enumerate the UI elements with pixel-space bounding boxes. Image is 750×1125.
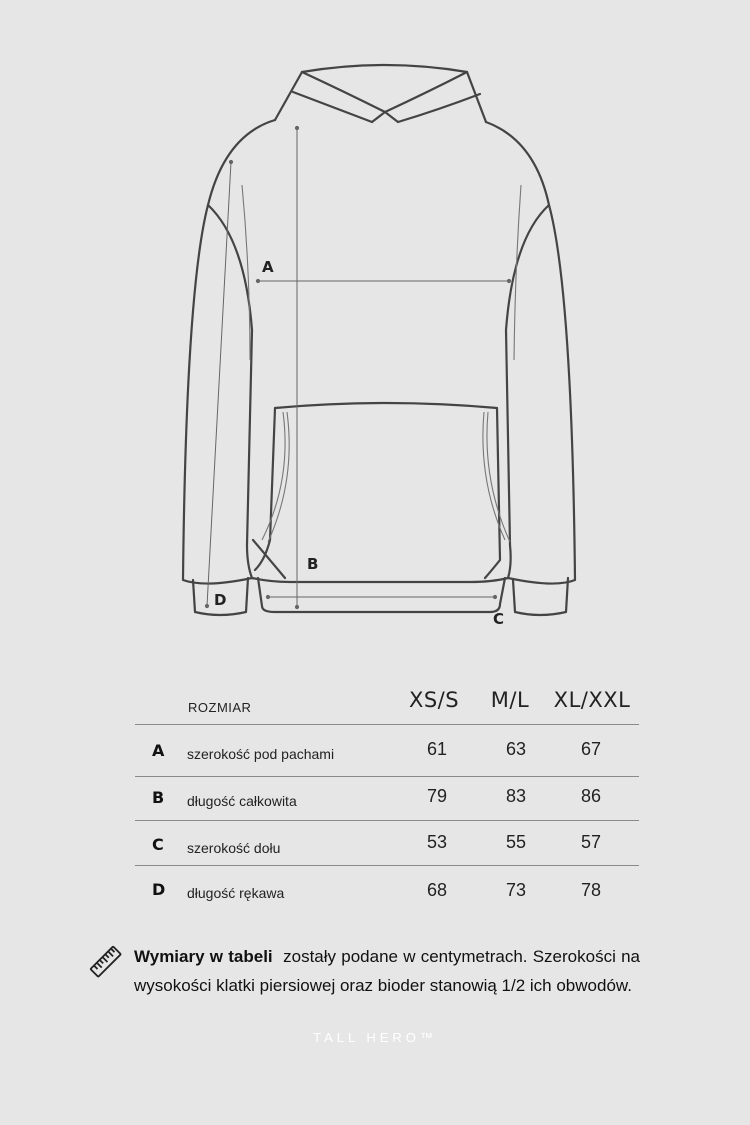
row-value: 63 xyxy=(505,739,527,759)
table-row xyxy=(135,777,639,821)
measurement-note xyxy=(134,942,640,1000)
row-value: 86 xyxy=(580,786,602,806)
row-value: 57 xyxy=(580,832,602,852)
row-value: 79 xyxy=(426,786,448,806)
row-value: 55 xyxy=(505,832,527,852)
measure-label-c: C xyxy=(493,610,505,628)
measure-label-b: B xyxy=(307,555,319,573)
row-letter: C xyxy=(152,835,164,854)
row-letter: D xyxy=(152,880,166,899)
row-value: 53 xyxy=(426,832,448,852)
row-value: 78 xyxy=(580,880,602,900)
note-bold: Wymiary w tabeli xyxy=(134,947,273,966)
brand-logo: TALL HERO™ xyxy=(313,1030,437,1045)
row-label: długość całkowita xyxy=(187,793,297,809)
table-header xyxy=(135,684,639,725)
size-xs-s: XS/S xyxy=(408,688,460,712)
row-value: 67 xyxy=(580,739,602,759)
ruler-icon xyxy=(88,944,124,980)
size-m-l: M/L xyxy=(490,688,530,712)
measure-label-d: D xyxy=(214,591,227,609)
row-letter: A xyxy=(152,741,165,760)
table-row xyxy=(135,725,639,777)
size-xl-xxl: XL/XXL xyxy=(553,688,631,712)
table-row xyxy=(135,821,639,866)
row-letter: B xyxy=(152,788,165,807)
row-label: szerokość dołu xyxy=(187,840,281,856)
table-row xyxy=(135,866,639,916)
row-label: długość rękawa xyxy=(187,885,285,901)
note-text: zostały podane w centymetrach. Szerokości na wysokości klatki piersiowej oraz bioder stanowią 1/2 ich obwodów. xyxy=(134,947,641,995)
row-label: szerokość pod pachami xyxy=(187,746,335,762)
size-table xyxy=(135,684,639,916)
measure-label-a: A xyxy=(262,258,274,276)
row-value: 61 xyxy=(426,739,448,759)
header-label: ROZMIAR xyxy=(188,700,252,715)
row-value: 68 xyxy=(426,880,448,900)
row-value: 73 xyxy=(505,880,527,900)
row-value: 83 xyxy=(505,786,527,806)
